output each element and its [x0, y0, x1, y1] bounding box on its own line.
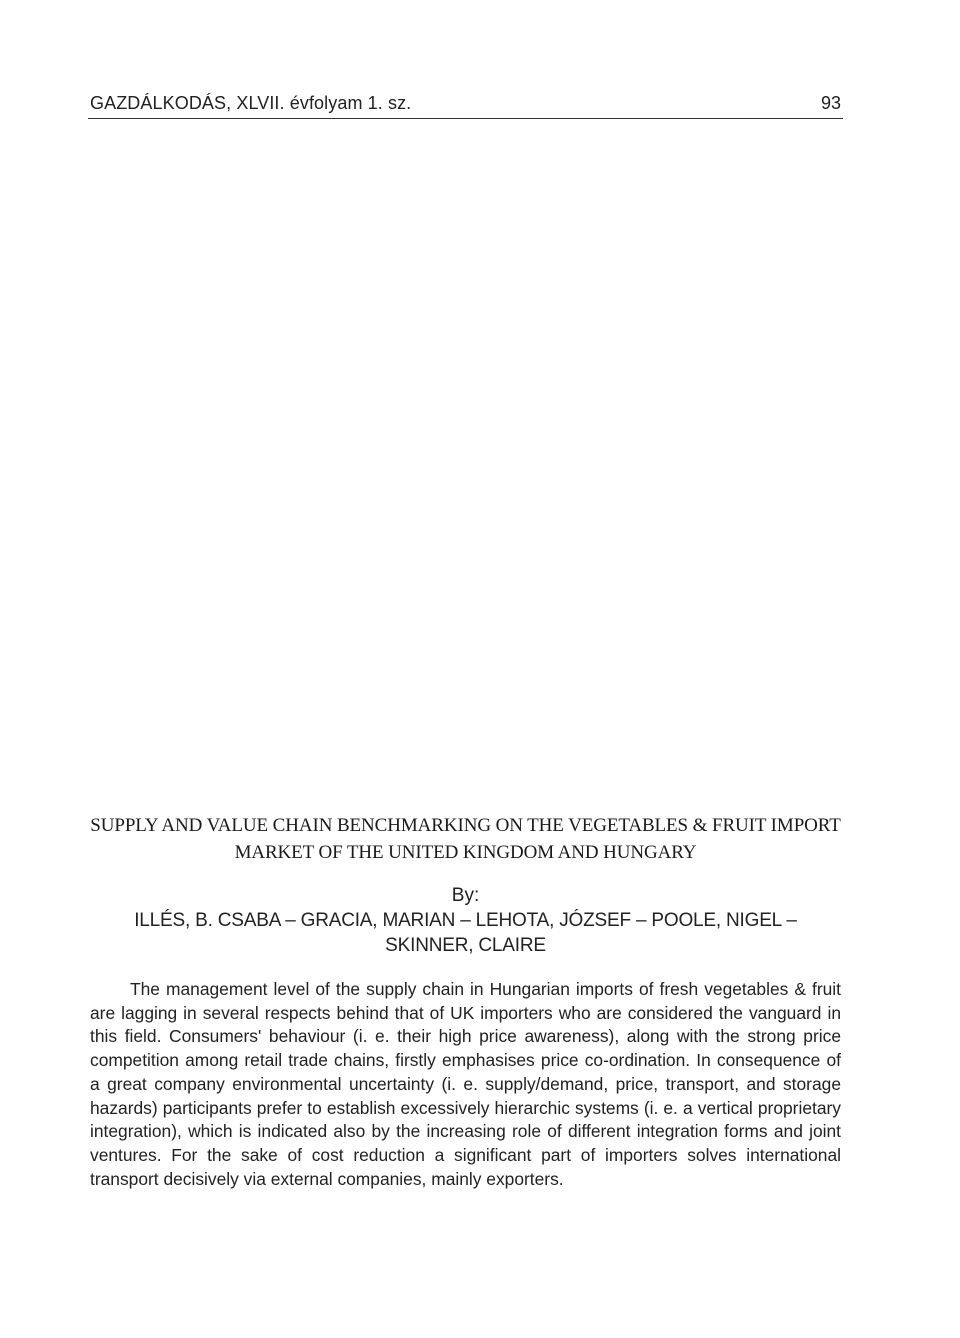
article-title: SUPPLY AND VALUE CHAIN BENCHMARKING ON THE VEGETABLES & FRUIT IMPORT MARKET OF THE UNITED KINGDOM AND HUNGARY [90, 815, 841, 863]
running-header [88, 92, 843, 119]
page-number: 93 [820, 93, 841, 113]
abstract-paragraph: The management level of the supply chain in Hungarian imports of fresh vegetables & fruit are lagging in several respects behind that of UK importers who are considered the vanguard in this field. Consumers' behaviour (i. e. their high price awareness), along with the strong price competition among retail trade chains, firstly emphasises price co-ordination. In consequence of a great company environmental uncertainty (i. e. supply/demand, price, transport, and storage hazards) participants prefer to establish excessively hierarchic systems (i. e. a vertical proprietary integration), which is indicated also by the increasing role of different integration forms and joint ventures. For the sake of cost reduction a significant part of importers solves international transport decisively via external companies, mainly exporters. [90, 979, 841, 1189]
by-label: By: [451, 885, 480, 906]
journal-name: GAZDÁLKODÁS, XLVII. évfolyam 1. sz. [90, 93, 412, 113]
author-list: ILLÉS, B. CSABA – GRACIA, MARIAN – LEHOTA, JÓZSEF – POOLE, NIGEL – SKINNER, CLAIRE [134, 910, 797, 956]
